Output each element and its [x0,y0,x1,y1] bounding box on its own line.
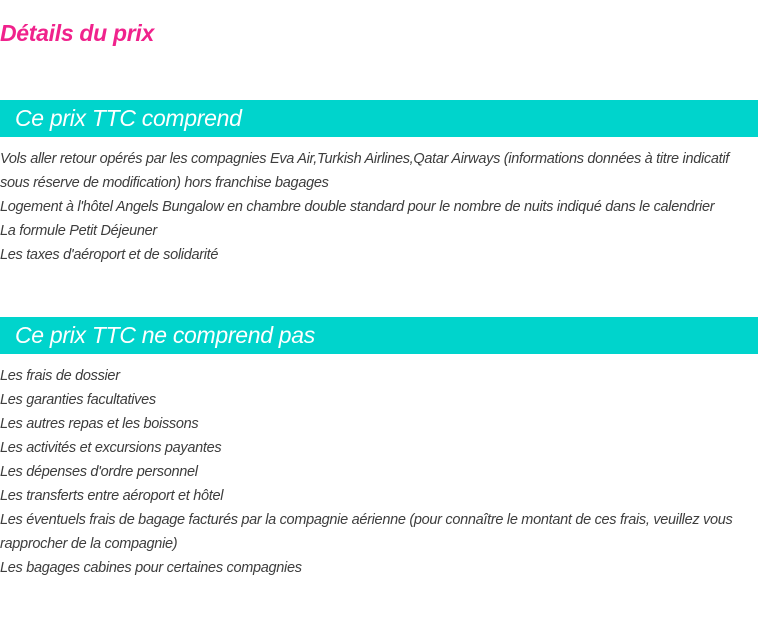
includes-section-header [0,100,758,137]
list-item: Les activités et excursions payantes [0,440,222,456]
list-item: Logement à l'hôtel Angels Bungalow en chambre double standard pour le nombre de nuits indiqué dans le calendrier [0,199,715,215]
excludes-list [0,364,752,580]
page-title: Détails du prix [0,20,154,46]
list-item: Les autres repas et les boissons [0,416,199,432]
includes-heading: Ce prix TTC comprend [15,105,242,131]
list-item: Les bagages cabines pour certaines compagnies [0,560,302,576]
excludes-heading: Ce prix TTC ne comprend pas [15,322,315,348]
list-item: Vols aller retour opérés par les compagnies Eva Air,Turkish Airlines,Qatar Airways (informations données à titre indicatif sous réserve de modification) hors franchise bagages [0,151,730,191]
list-item: Les frais de dossier [0,368,120,384]
includes-list [0,147,752,267]
list-item: Les garanties facultatives [0,392,156,408]
excludes-section-header [0,317,758,354]
list-item: La formule Petit Déjeuner [0,223,157,239]
list-item: Les dépenses d'ordre personnel [0,464,198,480]
list-item: Les transferts entre aéroport et hôtel [0,488,224,504]
list-item: Les éventuels frais de bagage facturés par la compagnie aérienne (pour connaître le montant de ces frais, veuillez vous rapprocher de la compagnie) [0,512,733,552]
list-item: Les taxes d'aéroport et de solidarité [0,247,219,263]
